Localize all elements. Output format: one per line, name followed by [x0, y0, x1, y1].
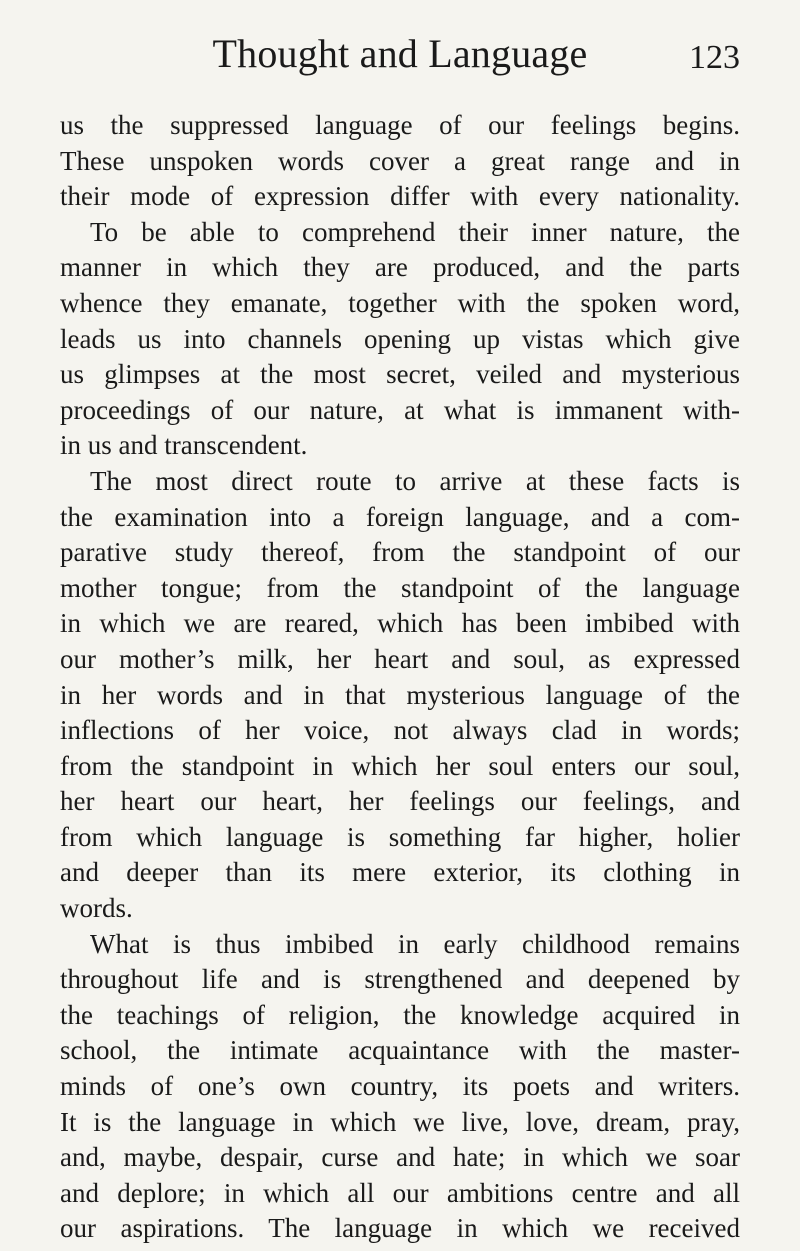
text-line: school, the intimate acquaintance with the master- [60, 1035, 740, 1066]
text-line: manner in which they are produced, and the parts [60, 252, 740, 283]
body-text [60, 108, 740, 1247]
text-line: in us and transcendent. [60, 430, 308, 461]
text-line: These unspoken words cover a great range and in [60, 145, 740, 176]
text-line: leads us into channels opening up vistas which give [60, 323, 740, 354]
text-line: the examination into a foreign language, and a com- [60, 501, 740, 532]
text-line: and deeper than its mere exterior, its clothing in [60, 857, 740, 888]
page-number: 123 [689, 39, 740, 76]
text-line: The most direct route to arrive at these facts is [90, 465, 740, 496]
text-line: mother tongue; from the standpoint of the language [60, 572, 740, 603]
text-line: the teachings of religion, the knowledge acquired in [60, 999, 740, 1030]
text-line: throughout life and is strengthened and deepened by [60, 964, 740, 995]
text-line: in which we are reared, which has been imbibed with [60, 608, 740, 639]
text-line: minds of one’s own country, its poets and writers. [60, 1071, 740, 1102]
text-line: parative study thereof, from the standpoint of our [60, 537, 740, 568]
text-line: inflections of her voice, not always clad in words; [60, 715, 740, 746]
text-line: and, maybe, despair, curse and hate; in which we soar [60, 1142, 740, 1173]
running-title: Thought and Language [212, 31, 588, 76]
text-line: our aspirations. The language in which we received [60, 1213, 740, 1244]
text-line: from the standpoint in which her soul enters our soul, [60, 750, 740, 781]
running-header [60, 30, 740, 84]
text-line: her heart our heart, her feelings our feelings, and [60, 786, 740, 817]
text-line: proceedings of our nature, at what is immanent with- [60, 394, 740, 425]
text-line: us glimpses at the most secret, veiled and mysterious [60, 359, 740, 390]
text-line: To be able to comprehend their inner nature, the [90, 216, 740, 247]
text-line: and deplore; in which all our ambitions centre and all [60, 1177, 740, 1208]
text-line: in her words and in that mysterious language of the [60, 679, 740, 710]
text-line: It is the language in which we live, love, dream, pray, [60, 1106, 740, 1137]
text-line: from which language is something far higher, holier [60, 821, 740, 852]
text-line: their mode of expression differ with every nationality. [60, 181, 740, 212]
text-line: What is thus imbibed in early childhood remains [90, 928, 740, 959]
text-line: words. [60, 893, 133, 924]
text-line: whence they emanate, together with the spoken word, [60, 287, 740, 318]
text-line: us the suppressed language of our feelings begins. [60, 110, 740, 140]
text-line: our mother’s milk, her heart and soul, as expressed [60, 643, 740, 674]
